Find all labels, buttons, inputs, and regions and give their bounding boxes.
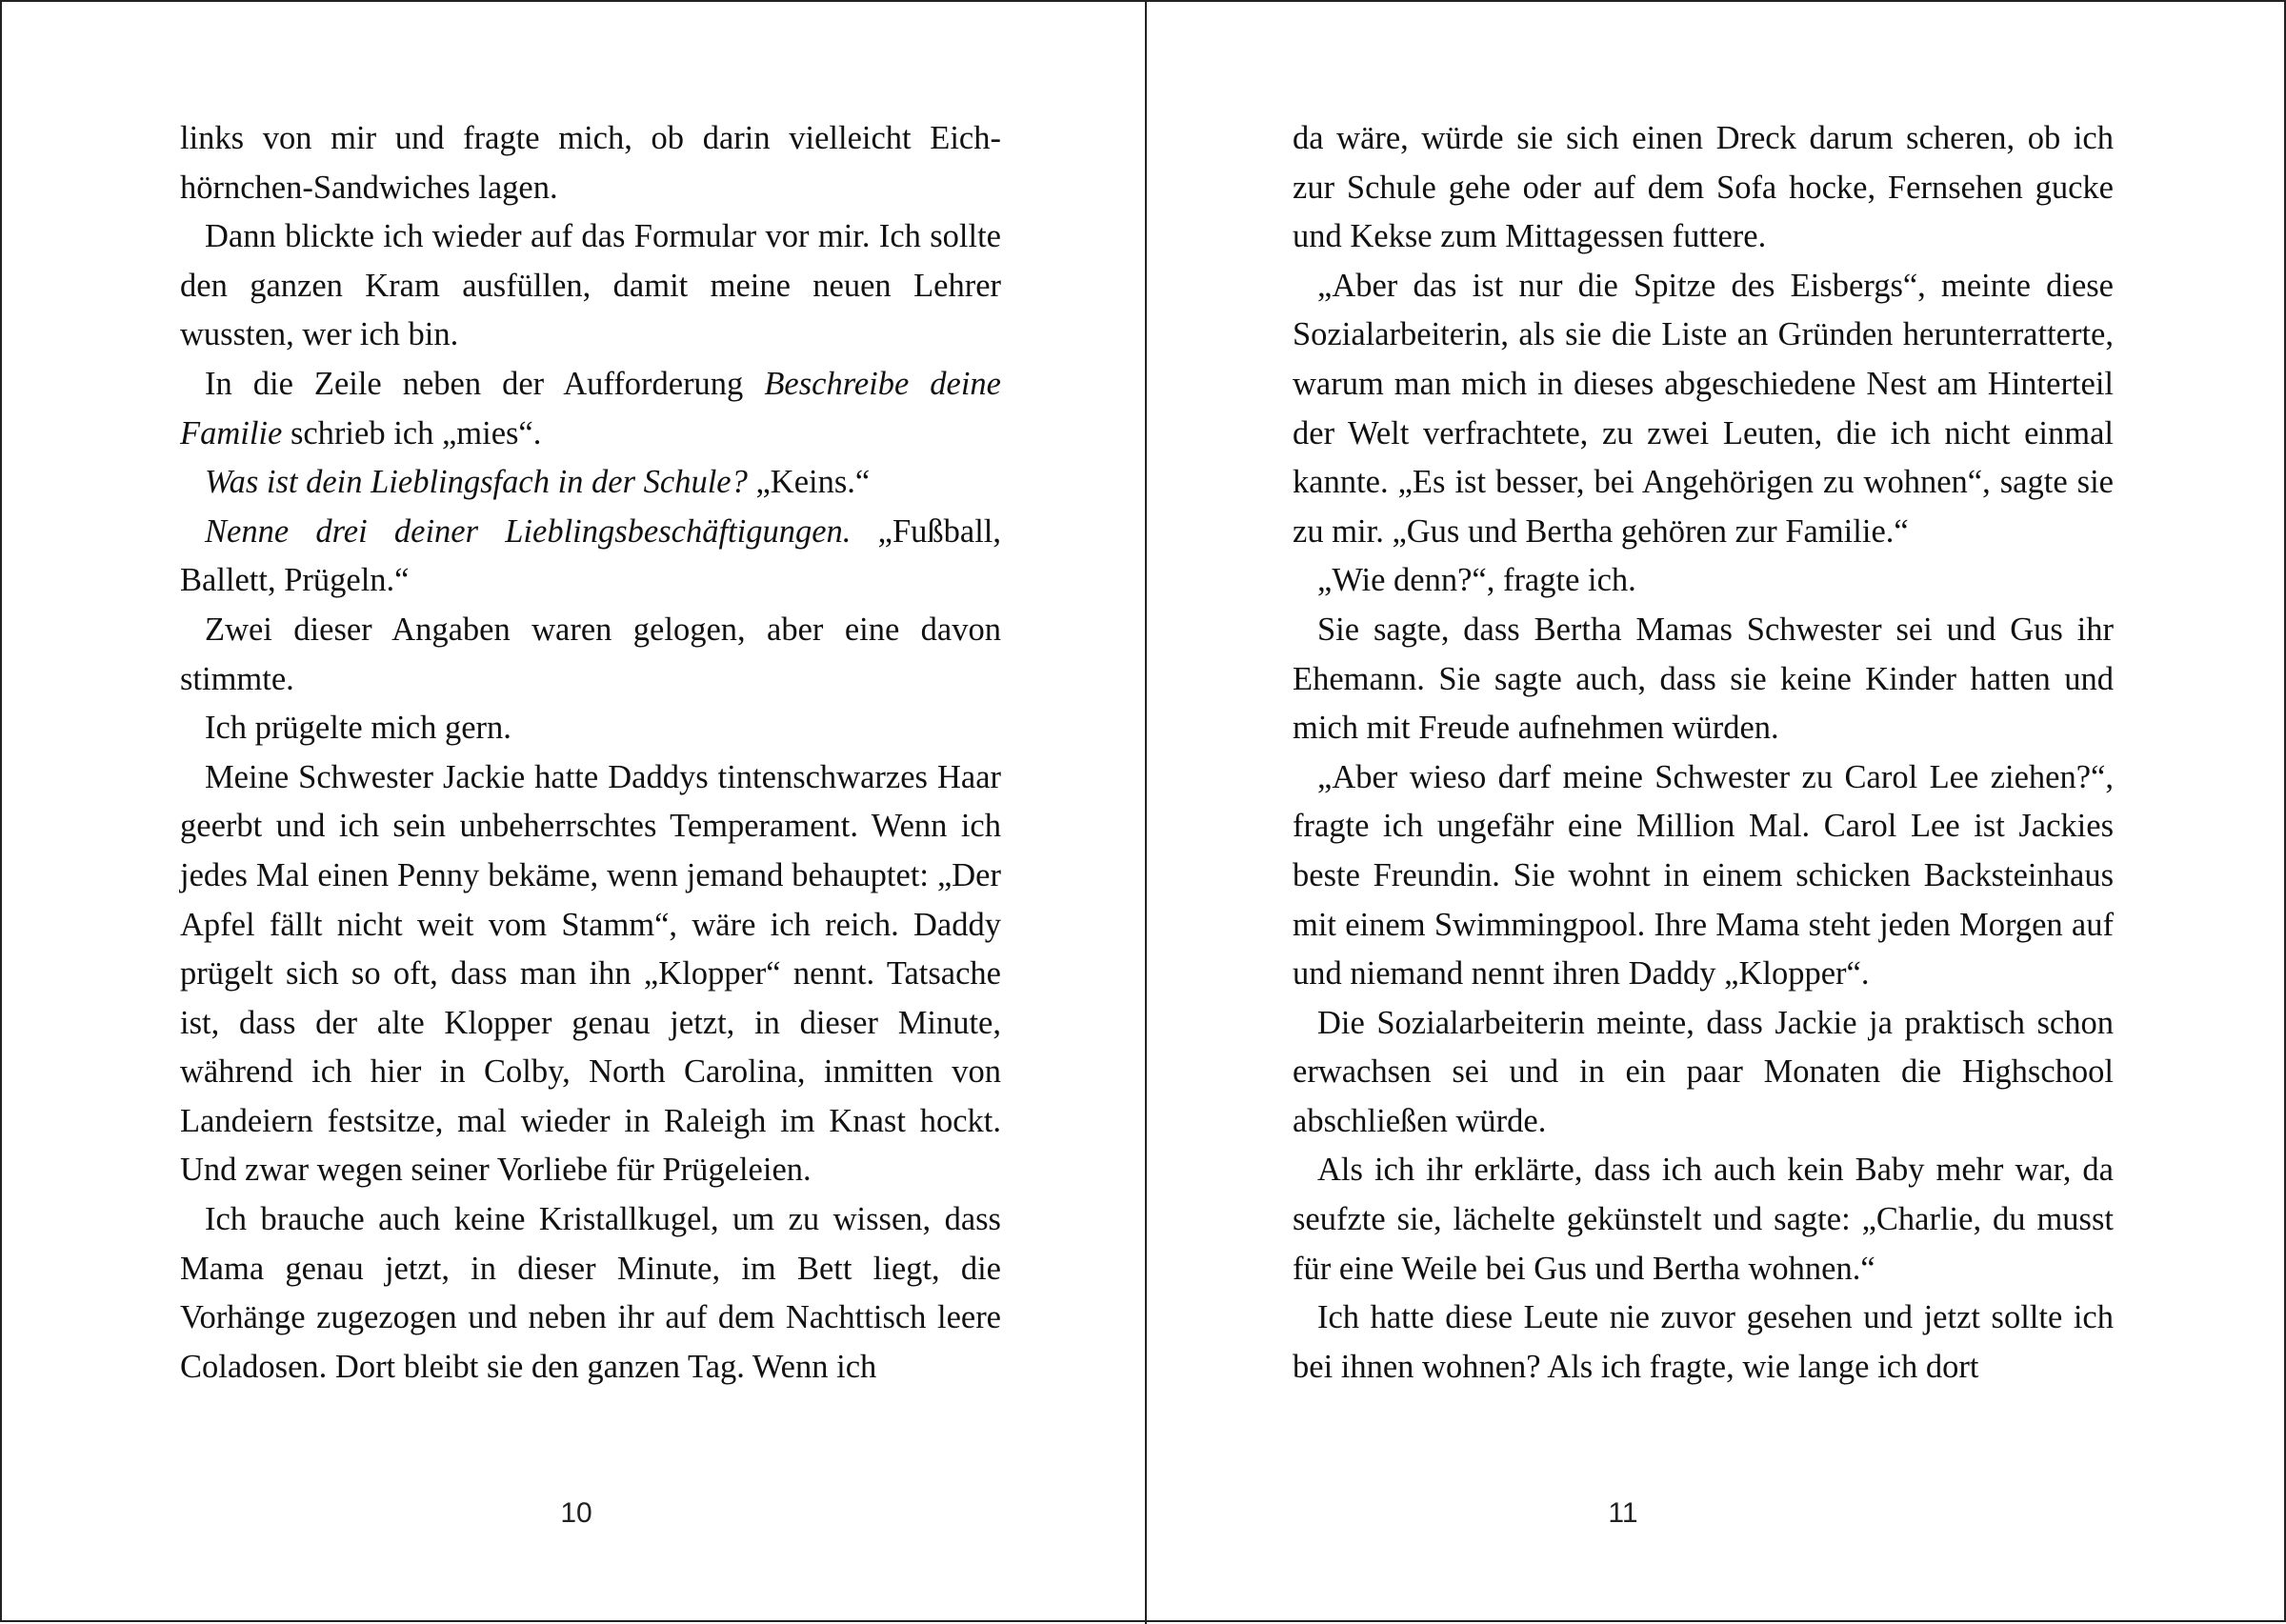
- paragraph: da wäre, würde sie sich einen Dreck darum scheren, ob ich zur Schule gehe oder auf dem Sofa hocke, Fernsehen gucke und Kekse zum Mittagessen futtere.: [1293, 120, 2114, 255]
- paragraph: Die Sozialarbeiterin meinte, dass Jackie ja praktisch schon erwachsen sei und in ein paar Monaten die Highschool abschließen würde.: [1293, 1004, 2114, 1139]
- paragraph: „Aber das ist nur die Spitze des Eisbergs“, meinte diese Sozialarbeiterin, als sie die Liste an Gründen herunterratterte, warum man mich in dieses abgeschiedene Nest am Hinterteil der Welt verfrachtete, zu zwei Leuten, die ich nicht einmal kannte. „Es ist besser, bei Angehörigen zu wohnen“, sagte sie zu mir. „Gus und Bertha gehören zur Familie.“: [1293, 267, 2114, 550]
- paragraph-text: In die Zeile neben der Aufforderung: [205, 365, 765, 402]
- paragraph: [180, 508, 1001, 606]
- paragraph: Ich hatte diese Leute nie zuvor gesehen und jetzt sollte ich bei ihnen wohnen? Als ich fragte, wie lange ich dort: [1293, 1299, 2114, 1385]
- paragraph-text: „Fußball, Ballett, Prügeln.“: [180, 512, 1002, 599]
- left-page-body: [180, 114, 1001, 1392]
- form-prompt-italic: Nenne drei deiner Lieblingsbeschäftigungen.: [205, 512, 852, 550]
- right-page: [1147, 2, 2286, 1624]
- paragraph: [180, 360, 1001, 458]
- paragraph: „Wie denn?“, fragte ich.: [1317, 562, 1636, 599]
- left-page: [2, 2, 1145, 1624]
- paragraph: Meine Schwester Jackie hatte Daddys tintenschwarzes Haar geerbt und ich sein unbeherrschtes Temperament. Wenn ich jedes Mal einen Penny bekäme, wenn jemand behauptet: „Der Apfel fällt nicht weit vom Stamm“, wäre ich reich. Daddy prügelt sich so oft, dass man ihn „Klopper“ nennt. Tatsache ist, dass der alte Klopper genau jetzt, in dieser Minute, während ich hier in Colby, North Carolina, inmitten von Landeiern festsitze, mal wieder in Raleigh im Knast hockt. Und zwar wegen seiner Vorliebe für Prügeleien.: [180, 758, 1001, 1189]
- paragraph-text: schrieb ich „mies“.: [282, 414, 542, 451]
- paragraph-text: „Keins.“: [747, 464, 871, 501]
- form-prompt-italic: Was ist dein Lieblingsfach in der Schule?: [205, 464, 748, 501]
- paragraph: links von mir und fragte mich, ob darin vielleicht Eichhörnchen-Sandwiches lagen.: [180, 120, 1001, 206]
- form-prompt-italic: Beschreibe deine Familie: [180, 365, 1001, 451]
- paragraph: [180, 458, 1001, 508]
- paragraph: Als ich ihr erklärte, dass ich auch kein Baby mehr war, da seufzte sie, lächelte gekünstelt und sagte: „Charlie, du musst für eine Weile bei Gus und Bertha wohnen.“: [1293, 1152, 2114, 1287]
- paragraph: Dann blickte ich wieder auf das Formular vor mir. Ich sollte den ganzen Kram ausfüllen, damit meine neuen Lehrer wussten, wer ich bin.: [180, 218, 1001, 353]
- paragraph: „Aber wieso darf meine Schwester zu Carol Lee ziehen?“, fragte ich ungefähr eine Million Mal. Carol Lee ist Jackies beste Freundin. Sie wohnt in einem schicken Backsteinhaus mit einem Swimmingpool. Ihre Mama steht jeden Morgen auf und niemand nennt ihren Daddy „Klopper“.: [1293, 758, 2114, 992]
- right-page-body: [1293, 114, 2114, 1392]
- paragraph: Zwei dieser Angaben waren gelogen, aber eine davon stimmte.: [180, 611, 1001, 697]
- page-number: 10: [560, 1497, 592, 1529]
- paragraph: Sie sagte, dass Bertha Mamas Schwester sei und Gus ihr Ehemann. Sie sagte auch, dass sie keine Kinder hatten und mich mit Freude aufnehmen würden.: [1293, 611, 2114, 747]
- paragraph: Ich prügelte mich gern.: [205, 710, 511, 747]
- paragraph: Ich brauche auch keine Kristallkugel, um zu wissen, dass Mama genau jetzt, in dieser Minute, im Bett liegt, die Vorhänge zugezogen und neben ihr auf dem Nachttisch leere Coladosen. Dort bleibt sie den ganzen Tag. Wenn ich: [180, 1201, 1001, 1385]
- page-number: 11: [1608, 1497, 1638, 1529]
